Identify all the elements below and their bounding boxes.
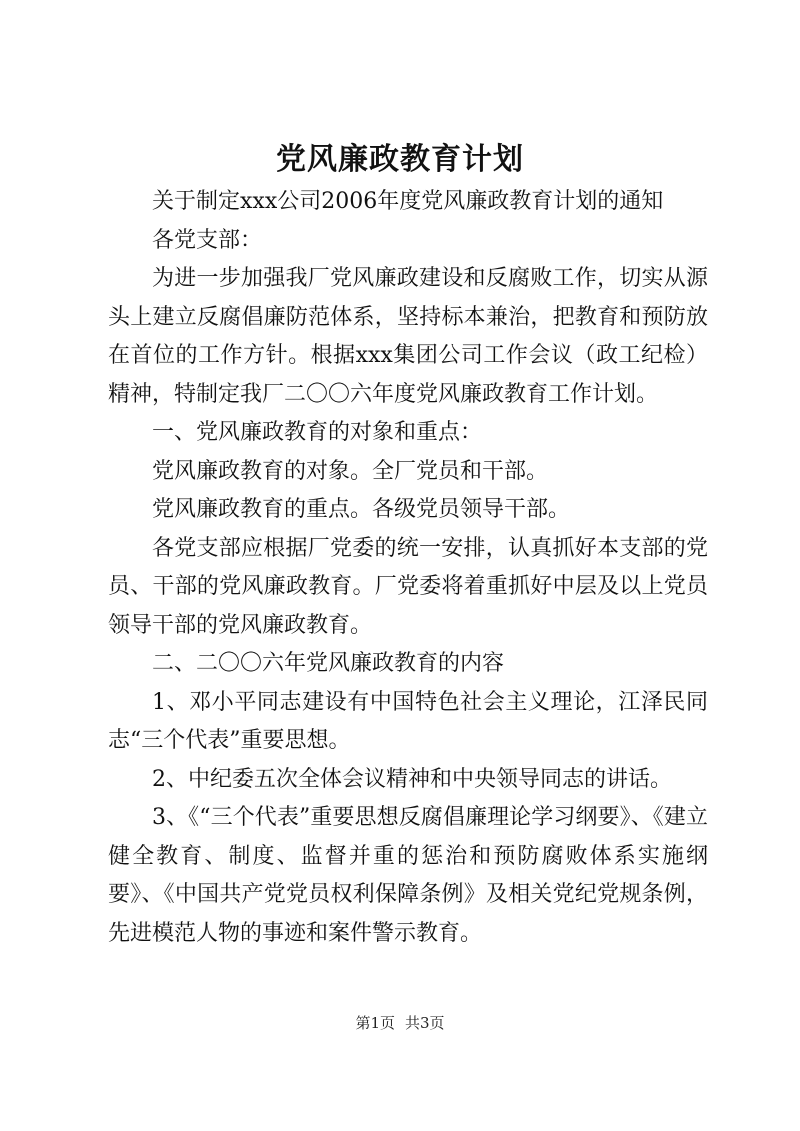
- education-targets: 党风廉政教育的对象。全厂党员和干部。: [152, 458, 549, 484]
- section-heading-1: 一、党风廉政教育的对象和重点：: [152, 420, 483, 445]
- branch-instructions-paragraph: 各党支部应根据厂党委的统一安排，认真抓好本支部的党员、干部的党风廉政教育。厂党委将着重抓好中层及以上党员领导干部的党风廉政教育。: [108, 535, 708, 638]
- document-body: [108, 183, 708, 953]
- page-total: 共3页: [405, 1014, 445, 1032]
- page-number: 第1页: [355, 1014, 395, 1032]
- page-footer: [0, 1013, 800, 1033]
- document-title: 党风廉政教育计划: [276, 142, 524, 177]
- notice-subtitle: 关于制定xxx公司2006年度党风廉政教育计划的通知: [152, 189, 664, 214]
- education-focus: 党风廉政教育的重点。各级党员领导干部。: [152, 497, 571, 522]
- salutation: 各党支部：: [152, 227, 263, 253]
- intro-paragraph: 为进一步加强我厂党风廉政建设和反腐败工作，切实从源头上建立反腐倡廉防范体系，坚持标本兼治，把教育和预防放在首位的工作方针。根据xxx集团公司工作会议（政工纪检）精神，特制定我厂二〇〇六年度党风廉政教育工作计划。: [108, 266, 708, 407]
- section-heading-2: 二、二〇〇六年党风廉政教育的内容: [152, 651, 505, 676]
- content-item-3: 3、《“三个代表”重要思想反腐倡廉理论学习纲要》、《建立健全教育、制度、监督并重的惩治和预防腐败体系实施纲要》、《中国共产党党员权利保障条例》及相关党纪党规条例，先进模范人物的事迹和案件警示教育。: [108, 805, 708, 946]
- content-item-1: 1、邓小平同志建设有中国特色社会主义理论，江泽民同志“三个代表”重要思想。: [108, 689, 708, 753]
- content-item-2: 2、中纪委五次全体会议精神和中央领导同志的讲话。: [152, 766, 672, 792]
